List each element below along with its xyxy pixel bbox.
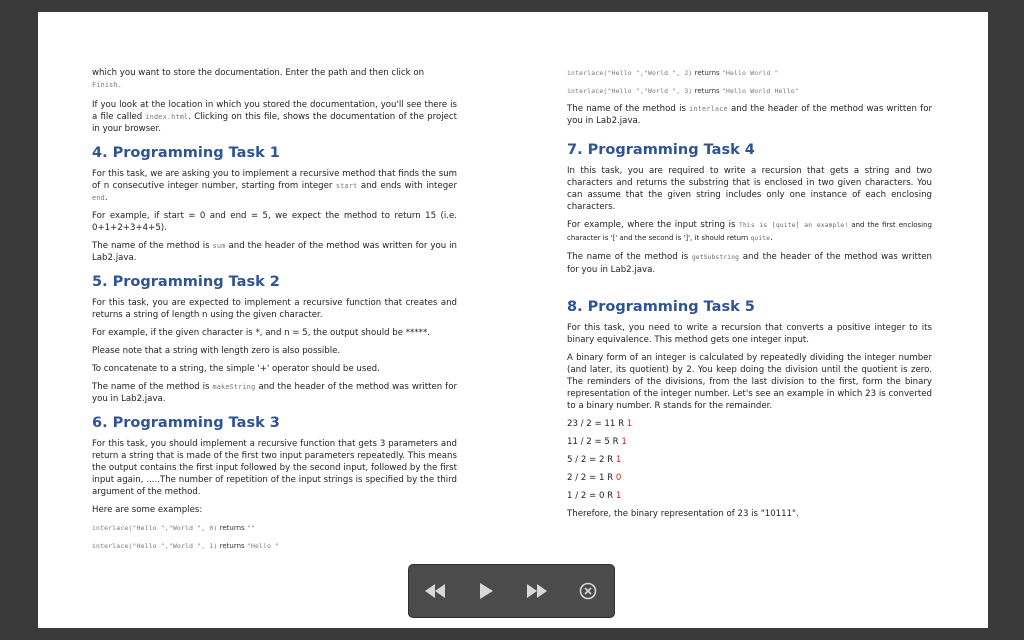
section-heading: 8. Programming Task 5: [567, 299, 755, 315]
division-step: [567, 490, 932, 502]
play-icon: [478, 582, 494, 600]
code-text: quite: [750, 235, 771, 242]
section-heading: 6. Programming Task 3: [92, 415, 280, 431]
paragraph: [567, 219, 932, 245]
code-text: interlace: [689, 105, 728, 113]
paragraph: Therefore, the binary representation of 23 is "10111".: [567, 509, 799, 519]
code-text: getSubstring: [691, 254, 740, 261]
text: The name of the method is: [92, 382, 213, 392]
close-icon: [579, 582, 597, 600]
code-text: makeString: [212, 383, 256, 391]
text: and ends with integer: [357, 181, 457, 191]
code-text: end: [92, 194, 105, 202]
text: For example, where the input string is: [567, 220, 740, 230]
paragraph: For this task, you are expected to implement a recursive function that creates and returns a string of length n using the given character.: [92, 298, 457, 320]
paragraph: A binary form of an integer is calculated by repeatedly dividing the integer number (and later, its quotient) by 2. You keep doing the division until the quotient is zero. The reminders of the divisions, from the last division to the first, form the binary representation of the integer number. Let's see an example in which 23 is converted to a binary number. R stands for the remainder.: [567, 353, 932, 411]
section-heading: 7. Programming Task 4: [567, 142, 755, 158]
code-text: interlace("Hello ","World ", 3): [567, 87, 693, 95]
division-step: [567, 472, 932, 484]
text: .: [104, 193, 108, 203]
remainder: 1: [621, 437, 627, 447]
paragraph: [92, 240, 457, 264]
text: returns: [219, 542, 245, 550]
text: which you want to store the documentation. Enter the path and then click on: [92, 68, 425, 78]
paragraph: [92, 381, 457, 405]
text: returns: [219, 524, 245, 532]
text: 5 / 2 = 2 R: [567, 455, 616, 465]
code-text: interlace("Hello ","World ", 0): [92, 524, 218, 532]
fast-forward-button[interactable]: [520, 574, 554, 608]
remainder: 1: [615, 455, 622, 465]
remainder: 1: [626, 419, 633, 429]
code-text: index.html: [145, 113, 189, 121]
remainder: 1: [615, 491, 622, 501]
code-text: interlace("Hello ","World ", 2): [567, 69, 693, 77]
left-column: [92, 67, 457, 558]
paragraph: For example, if the given character is *, and n = 5, the output should be *****.: [92, 328, 430, 338]
code-text: start: [335, 182, 358, 190]
code-text: "Hello World ": [721, 69, 779, 77]
text: . Clicking on this file, shows the documentation of the project in your browser.: [92, 112, 457, 134]
fast-forward-icon: [525, 583, 549, 599]
text: For this task, we are asking you to implement a recursive method that finds the sum of n consecutive integer number, starting from integer: [92, 169, 457, 191]
division-step: [567, 436, 932, 448]
paragraph: [92, 67, 457, 91]
example-line: [92, 522, 457, 534]
code-text: "Hello World Hello": [721, 87, 799, 95]
document-page: [38, 12, 988, 628]
rewind-button[interactable]: [418, 574, 452, 608]
text: .: [770, 233, 773, 243]
text: returns: [694, 69, 720, 77]
section-heading: 4. Programming Task 1: [92, 145, 280, 161]
text: and the first enclosing character is '[' and the second is ']', it should return: [567, 221, 932, 242]
text: The name of the method is: [567, 104, 690, 114]
example-line: [567, 85, 932, 97]
text: and the header of the method was written for you in Lab2.java.: [92, 382, 457, 404]
example-line: [567, 67, 932, 79]
paragraph: For example, if start = 0 and end = 5, we expect the method to return 15 (i.e. 0+1+2+3+4+5).: [92, 211, 457, 233]
example-line: [92, 540, 457, 552]
text: 23 / 2 = 11 R: [567, 419, 627, 429]
viewer-controls: [409, 565, 614, 617]
paragraph: [92, 168, 457, 204]
paragraph: In this task, you are required to write a recursion that gets a string and two characters and returns the substring that is enclosed in two given characters. You can assume that the given string includes only one instance of each enclosing characters.: [567, 166, 932, 212]
text: 11 / 2 = 5 R: [567, 437, 622, 447]
text: and the header of the method was written for you in Lab2.java.: [567, 104, 933, 126]
code-text: interlace("Hello ","World ", 1): [92, 542, 218, 550]
remainder: 0: [615, 473, 622, 483]
play-button[interactable]: [469, 574, 503, 608]
rewind-icon: [423, 583, 447, 599]
text: 1 / 2 = 0 R: [567, 491, 616, 501]
code-text: "Hello ": [246, 542, 280, 550]
text: The name of the method is: [567, 252, 692, 262]
right-column: [567, 67, 932, 526]
text: and the header of the method was written for you in Lab2.java.: [92, 241, 457, 263]
paragraph: [567, 103, 932, 127]
text: returns: [694, 87, 720, 95]
text: 2 / 2 = 1 R: [567, 473, 616, 483]
paragraph: [567, 251, 932, 276]
paragraph: [92, 99, 457, 135]
close-button[interactable]: [571, 574, 605, 608]
code-text: This is [quite] an example!: [739, 222, 849, 229]
code-text: Finish.: [92, 81, 123, 89]
division-step: [567, 418, 932, 430]
code-text: sum: [212, 242, 226, 250]
paragraph: For this task, you should implement a recursive function that gets 3 parameters and return a string that is made of the first two input parameters repeatedly. This means the output contains the first input followed by the second input, followed by the first input again, .....The number of repetition of the input strings is specified by the third argument of the method.: [92, 439, 457, 497]
paragraph: To concatenate to a string, the simple '+' operator should be used.: [92, 364, 380, 374]
text: If you look at the location in which you stored the documentation, you'll see there is a file called: [92, 100, 457, 122]
paragraph: Here are some examples:: [92, 505, 203, 515]
text: and the header of the method was written for you in Lab2.java.: [567, 252, 932, 275]
text: The name of the method is: [92, 241, 213, 251]
section-heading: 5. Programming Task 2: [92, 274, 280, 290]
division-step: [567, 454, 932, 466]
paragraph: For this task, you need to write a recursion that converts a positive integer to its binary equivalence. This method gets one integer input.: [567, 323, 932, 345]
paragraph: Please note that a string with length zero is also possible.: [92, 346, 341, 356]
code-text: "": [246, 524, 255, 532]
